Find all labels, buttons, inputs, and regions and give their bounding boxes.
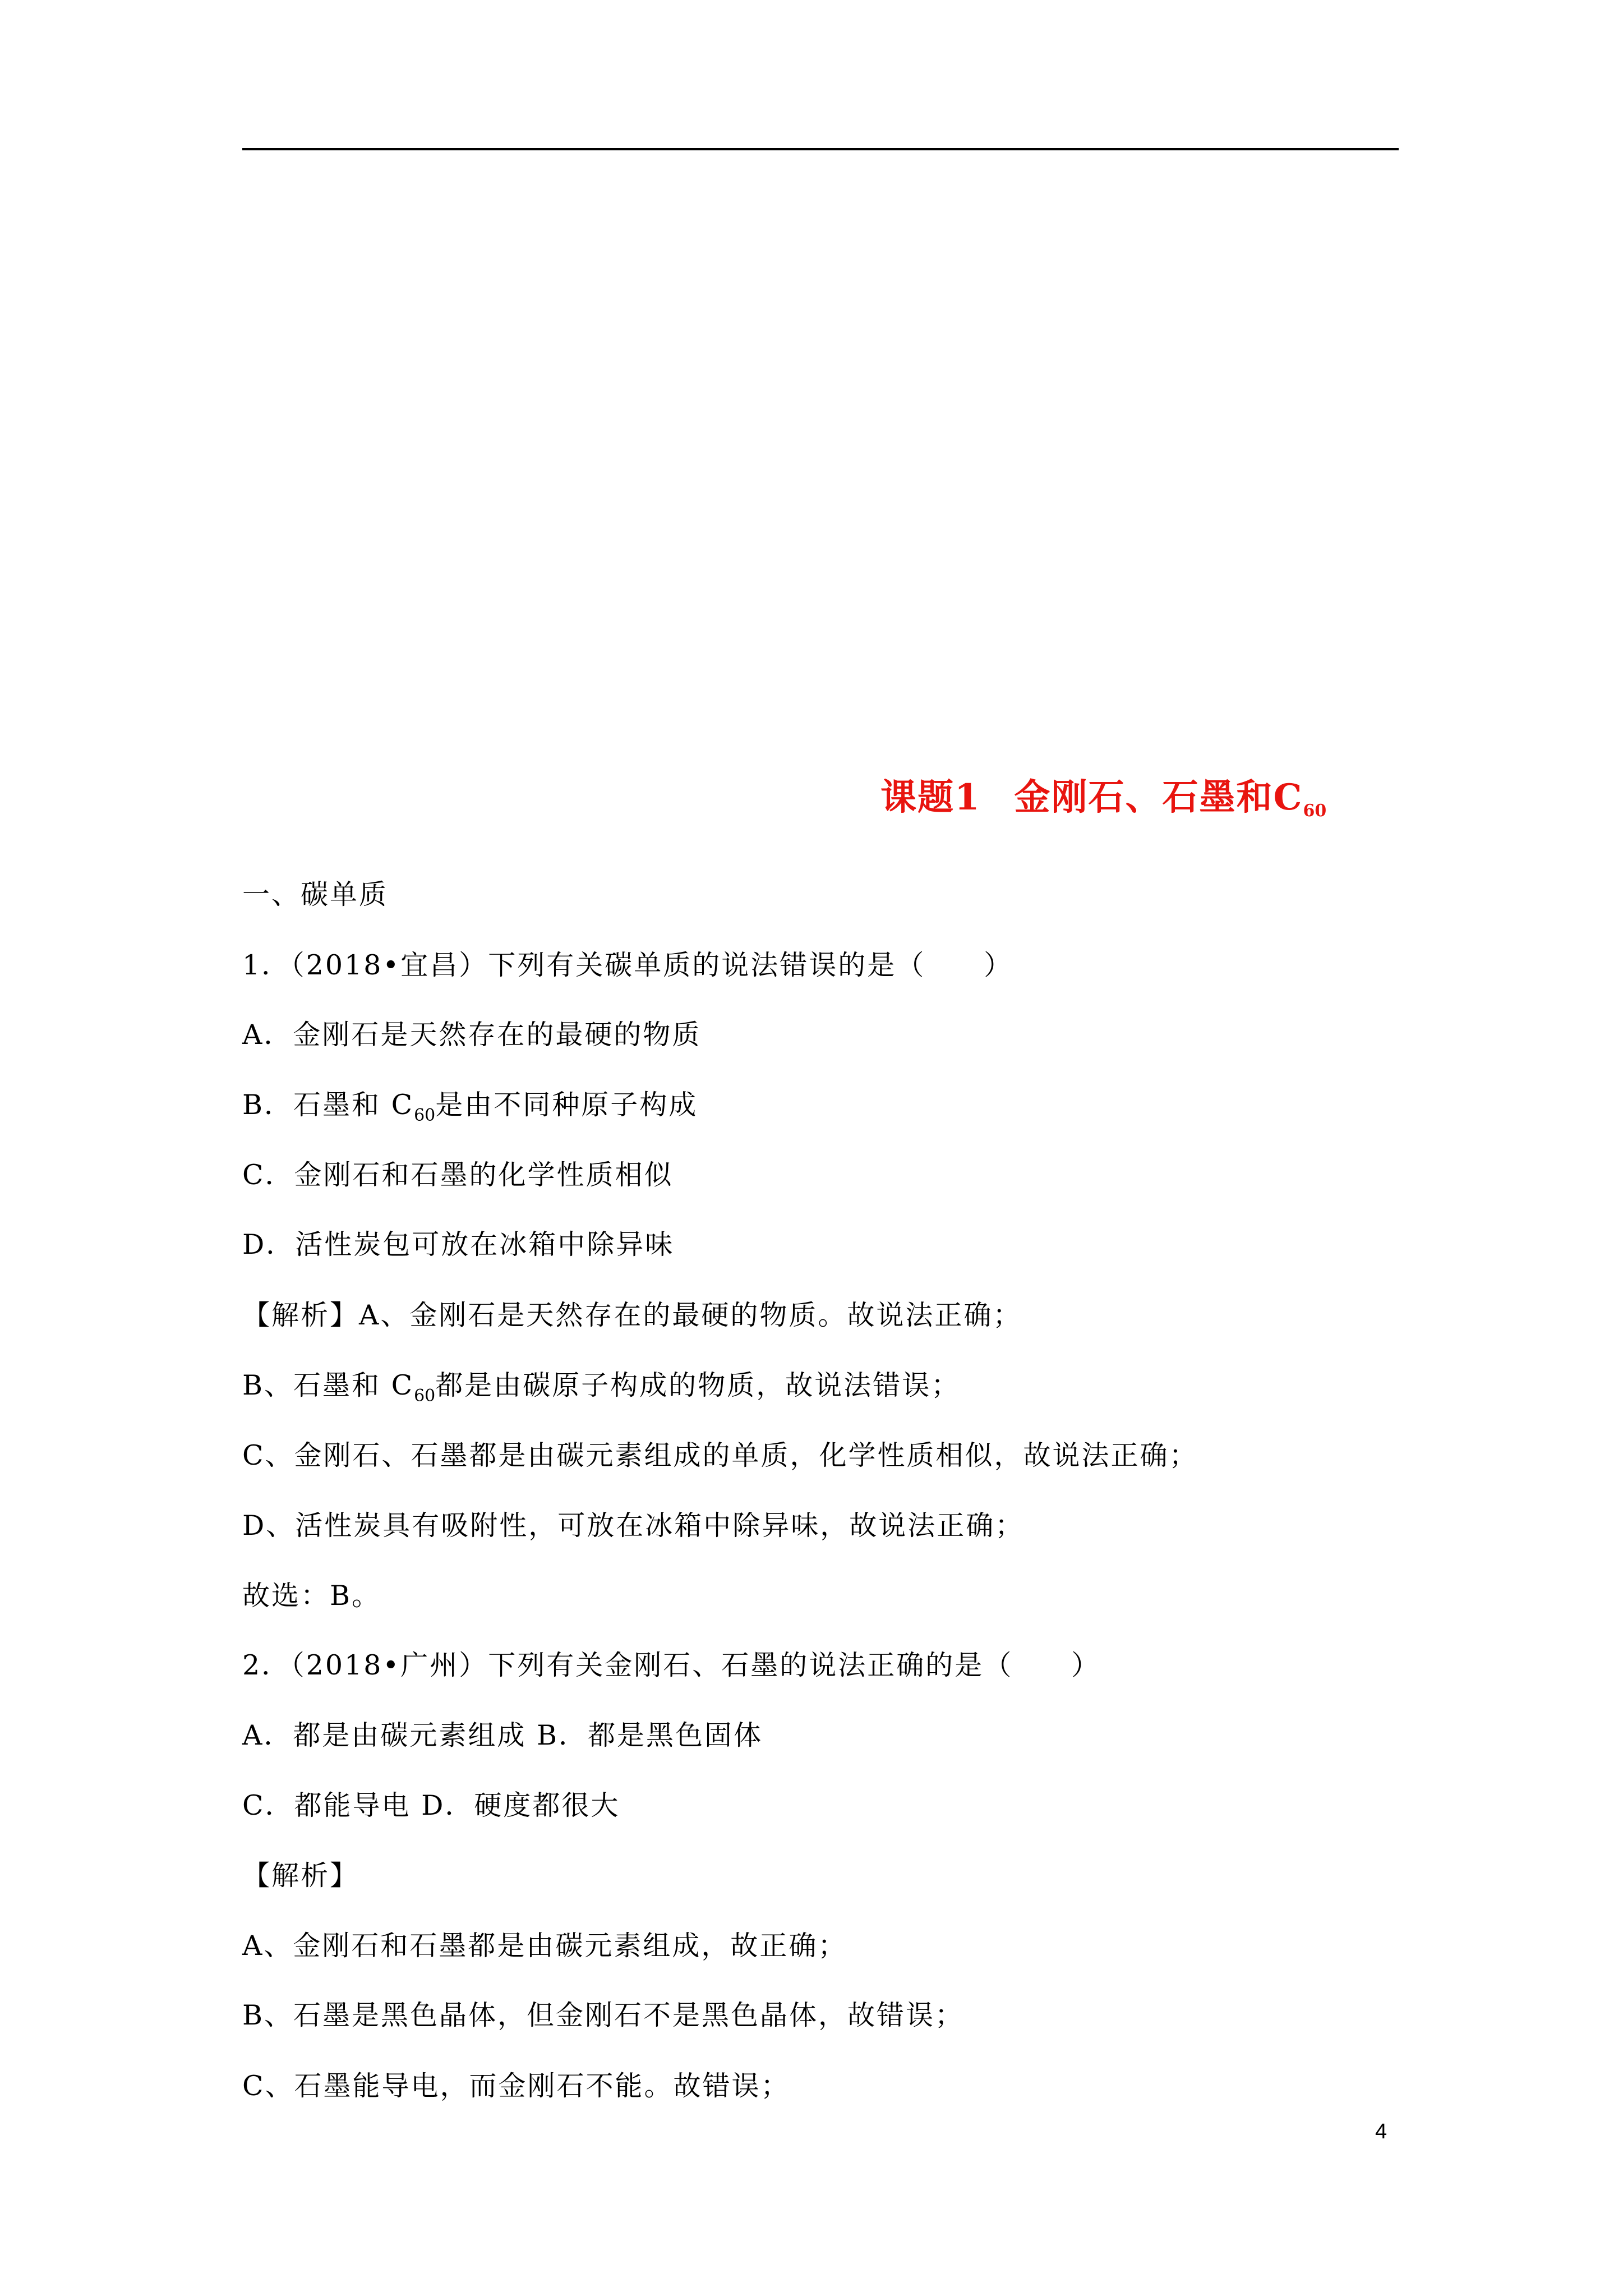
q1-option-b: [242, 1085, 698, 1129]
lesson-title-formula-subscript: 60: [1303, 801, 1327, 821]
lesson-title-number: 1: [955, 776, 981, 818]
q2-stem: 2．（2018•广州）下列有关金刚石、石墨的说法正确的是（ ）: [242, 1649, 1101, 1681]
q1-analysis-b: [242, 1366, 960, 1409]
q2-analysis-b: B、石墨是黑色晶体，但金刚石不是黑色晶体，故错误；: [242, 1999, 965, 2031]
lesson-title-formula: C: [1273, 776, 1303, 818]
q1-analysis-b-subscript: 60: [414, 1386, 436, 1406]
q1-answer: 故选：B。: [242, 1580, 381, 1612]
q1-option-b-subscript: 60: [414, 1106, 436, 1125]
lesson-title-text: 金刚石、石墨和: [1014, 776, 1274, 818]
q1-option-a: A．金刚石是天然存在的最硬的物质: [242, 1019, 702, 1051]
q1-analysis-c: C、金刚石、石墨都是由碳元素组成的单质，化学性质相似，故说法正确；: [242, 1439, 1198, 1471]
lesson-title: [880, 770, 1326, 832]
q1-analysis-a: 【解析】A、金刚石是天然存在的最硬的物质。故说法正确；: [242, 1299, 1022, 1331]
q2-analysis-a: A、金刚石和石墨都是由碳元素组成，故正确；: [242, 1930, 847, 1962]
q1-analysis-b-pre: B、石墨和 C: [242, 1369, 414, 1401]
q1-analysis-b-post: 都是由碳原子构成的物质，故说法错误；: [435, 1369, 961, 1401]
q1-option-d: D．活性炭包可放在冰箱中除异味: [242, 1228, 675, 1260]
q1-option-b-post: 是由不同种原子构成: [435, 1089, 698, 1121]
q1-option-b-pre: B．石墨和 C: [242, 1089, 414, 1121]
q2-options-cd: C．都能导电 D．硬度都很大: [242, 1789, 620, 1821]
q1-option-c: C．金刚石和石墨的化学性质相似: [242, 1159, 674, 1191]
q2-analysis-c: C、石墨能导电，而金刚石不能。故错误；: [242, 2070, 790, 2102]
q1-analysis-d: D、活性炭具有吸附性，可放在冰箱中除异味，故说法正确；: [242, 1510, 1025, 1542]
header-rule: [242, 148, 1399, 150]
lesson-title-prefix: 课题: [880, 776, 955, 818]
q2-analysis-label: 【解析】: [242, 1860, 359, 1892]
q1-stem: 1．（2018•宜昌）下列有关碳单质的说法错误的是（ ）: [242, 949, 1013, 981]
page-number: 4: [1375, 2120, 1387, 2143]
q2-options-ab: A．都是由碳元素组成 B．都是黑色固体: [242, 1719, 763, 1751]
section-heading: 一、碳单质: [242, 878, 389, 910]
